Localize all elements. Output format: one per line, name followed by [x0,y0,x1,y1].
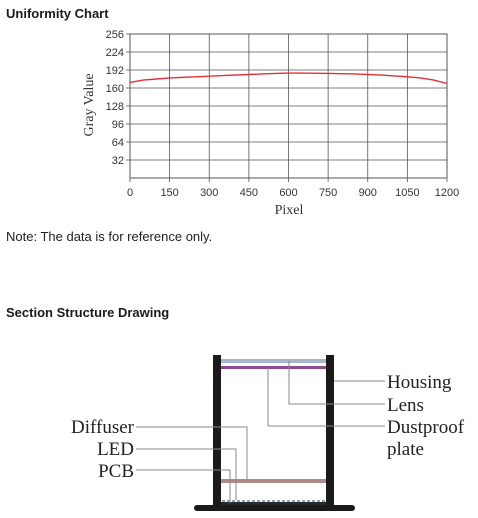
x-axis-label: Pixel [274,203,304,218]
x-tick-label: 750 [318,187,338,199]
y-axis-label: Gray Value [82,73,97,137]
housing-base [194,505,355,511]
reference-note: Note: The data is for reference only. [6,229,213,244]
uniformity-chart-heading: Uniformity Chart [6,6,109,21]
housing-right-wall [326,355,334,507]
x-tick-label: 1200 [434,187,460,199]
diffuser-layer [221,479,326,483]
housing-label: Housing [387,372,452,393]
y-tick-label: 224 [105,47,124,59]
y-tick-label: 64 [111,137,124,149]
x-tick-label: 900 [358,187,377,199]
led-label: LED [97,439,134,460]
dustproof-plate-layer [221,366,326,369]
x-tick-label: 600 [279,187,298,199]
x-tick-label: 300 [200,187,219,199]
y-tick-label: 32 [111,155,124,167]
diffuser-label: Diffuser [71,417,134,438]
x-tick-label: 1050 [395,187,420,199]
y-tick-label: 128 [105,101,124,113]
y-tick-label: 192 [105,65,124,77]
x-tick-label: 450 [239,187,259,199]
x-tick-label: 150 [160,187,179,199]
section-structure-heading: Section Structure Drawing [6,305,170,320]
lens-label: Lens [387,395,424,416]
pcb-label: PCB [98,461,134,482]
dustproof-label-line2: plate [387,439,424,460]
housing-left-wall [213,355,221,507]
dustproof-label-line1: Dustproof [387,417,465,438]
y-tick-label: 160 [105,83,124,95]
y-tick-label: 96 [111,119,124,131]
x-tick-label: 0 [126,187,134,199]
lens-layer [221,359,326,363]
pcb-layer [221,502,326,505]
y-tick-label: 256 [105,29,124,41]
